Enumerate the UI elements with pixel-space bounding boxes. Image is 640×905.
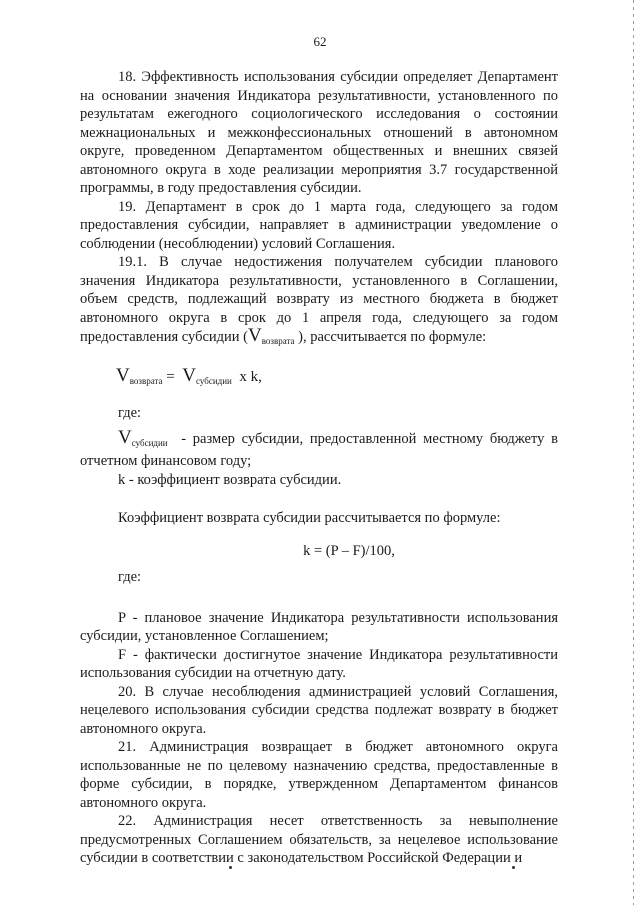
- page-number: 62: [313, 34, 327, 49]
- paragraph-21: 21. Администрация возвращает в бюджет автономного округа использованные не по целевому назначению средства, предоставленные в форме субсидии, в порядке, утвержденном Департаментом финансов автономного округа.: [80, 739, 558, 811]
- v-symbol: V: [116, 364, 130, 386]
- formula-intro: Коэффициент возврата субсидии рассчитывается по формуле:: [118, 510, 501, 526]
- paragraph-19-1: [80, 253, 558, 351]
- v-symbol: V: [182, 364, 196, 386]
- definition-v-subsidy: [80, 426, 558, 471]
- paragraph-19-1-text: 19.1. В случае недостижения получателем субсидии планового значения Индикатора результативности, установленного в Соглашении, объем средств, подлежащий возврату из местного бюджета в бюджет автономного округа в срок до 1 апреля года, следующего за годом предоставления субсидии (: [80, 254, 558, 345]
- v-subscript-subsidy: субсидии: [131, 437, 168, 448]
- paragraph-20: 20. В случае несоблюдения администрацией условий Соглашения, нецелевого использования субсидии средства подлежат возврату в бюджет автономного округа.: [80, 683, 558, 737]
- page-edge-dashes: [633, 0, 634, 905]
- where-label-2: где:: [118, 569, 142, 585]
- paragraph-18: 18. Эффективность использования субсидии определяет Департамент на основании значения Индикатора результативности, установленного по результатам ежегодного социологического исследования о состоянии межнациональных и межконфессиональных отношений в автономном округе, проведенном Департаментом общественных и внешних связей автономного округа в ходе реализации мероприятия 3.7 государственной программы, в году предоставления субсидии.: [80, 69, 558, 196]
- paragraph-19-1-tail: ), рассчитывается по формуле:: [298, 329, 487, 345]
- definition-k: k - коэффициент возврата субсидии.: [118, 471, 342, 488]
- formula-k: k = (P – F)/100,: [303, 542, 395, 559]
- scan-marks: [0, 866, 640, 876]
- paragraph-19: 19. Департамент в срок до 1 марта года, следующего за годом предоставления субсидии, направляет в администрации уведомление о соблюдении (несоблюдении) условий Соглашения.: [80, 198, 558, 252]
- v-symbol: V: [248, 325, 262, 346]
- v-symbol: V: [118, 426, 132, 448]
- document-body: [80, 68, 558, 868]
- definition-p: P - плановое значение Индикатора результативности использования субсидии, установленное Соглашением;: [80, 609, 558, 644]
- v-subscript-subsidy: субсидии: [195, 375, 232, 386]
- scan-dot: [512, 866, 515, 869]
- paragraph-22: 22. Администрация несет ответственность за невыполнение предусмотренных Соглашением обязательств, за нецелевое использование субсидии в соответствии с законодательством Российской Федерации и: [80, 813, 558, 866]
- where-label: где:: [118, 405, 142, 421]
- equals-sign: =: [166, 368, 175, 385]
- v-subscript-return: возврата: [129, 375, 163, 386]
- times-k: x k,: [239, 368, 262, 385]
- v-subscript-return: возврата: [261, 336, 295, 346]
- definition-f: F - фактически достигнутое значение Индикатора результативности использования субсидии на отчетную дату.: [80, 646, 558, 681]
- scan-dot: [229, 866, 232, 869]
- formula-return: [80, 364, 558, 391]
- definition-v-subsidy-text: - размер субсидии, предоставленной местному бюджету в отчетном финансовом году;: [80, 430, 558, 469]
